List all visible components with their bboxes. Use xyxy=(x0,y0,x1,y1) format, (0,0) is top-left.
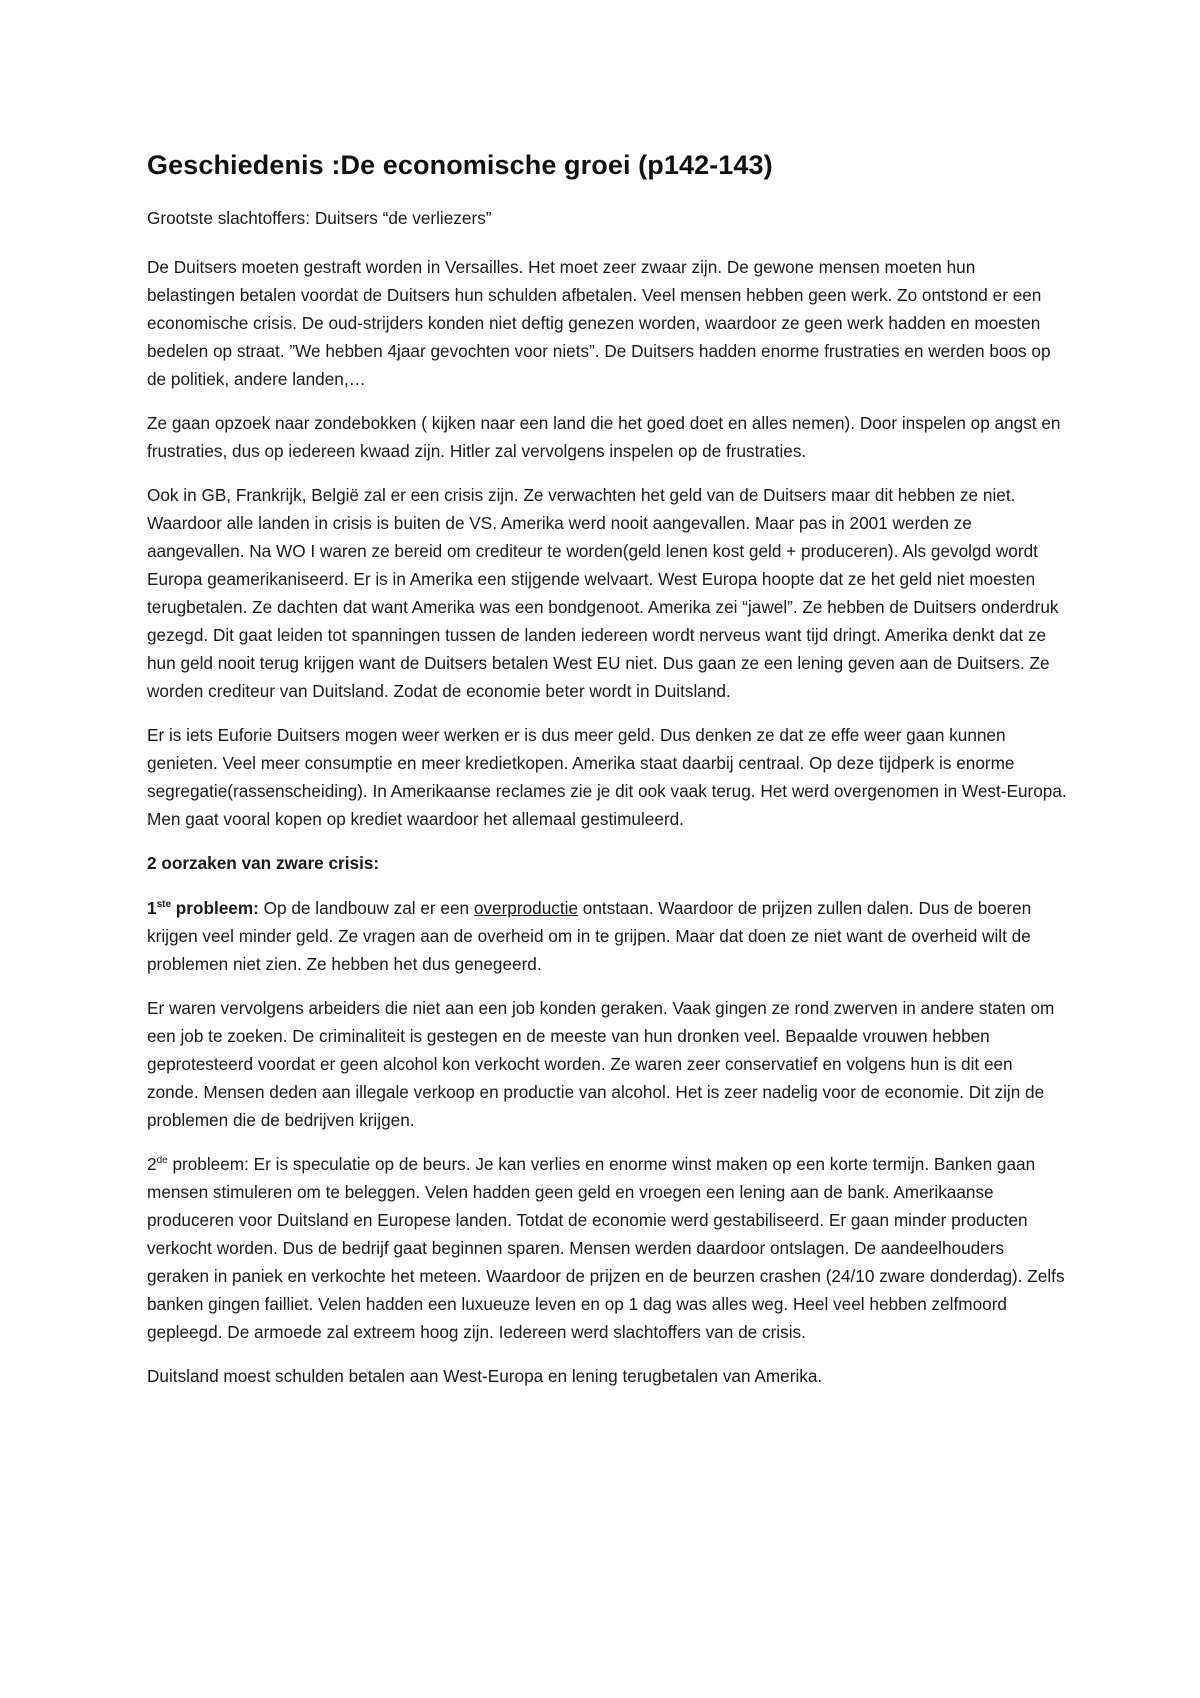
document-page xyxy=(147,148,1067,1406)
problem-1-superscript: ste xyxy=(156,899,172,910)
paragraph-problem-1 xyxy=(147,894,1067,978)
document-title: Geschiedenis :De economische groei (p142-143) xyxy=(147,150,773,180)
problem-1-label-text: probleem: xyxy=(171,898,259,918)
paragraph-euphoria: Er is iets Euforie Duitsers mogen weer werken er is dus meer geld. Dus denken ze dat ze effe weer gaan kunnen genieten. Veel meer consumptie en meer kredietkopen. Amerika staat daarbij centraal. Op deze tijdperk is enorme segregatie(rassenscheiding). In Amerikaanse reclames zie je dit ook vaak terug. Het werd overgenomen in West-Europa. Men gaat vooral kopen op krediet waardoor het allemaal gestimuleerd. xyxy=(147,725,1067,829)
paragraph-scapegoats: Ze gaan opzoek naar zondebokken ( kijken naar een land die het goed doet en alles nemen). Door inspelen op angst en frustraties, dus op iedereen kwaad zijn. Hitler zal vervolgens inspelen op de frustraties. xyxy=(147,413,1061,461)
problem-2-number: 2 xyxy=(147,1154,157,1174)
paragraph-workers: Er waren vervolgens arbeiders die niet aan een job konden geraken. Vaak gingen ze rond zwerven in andere staten om een job te zoeken. De criminaliteit is gestegen en de meeste van hun dronken veel. Bepaalde vrouwen hebben geprotesteerd voordat er geen alcohol kon verkocht worden. Ze waren zeer conservatief en volgens hun is dit een zonde. Mensen deden aan illegale verkoop en productie van alcohol. Het is zeer nadelig voor de economie. Dit zijn de problemen die de bedrijven krijgen. xyxy=(147,998,1055,1130)
problem-2-text: probleem: Er is speculatie op de beurs. Je kan verlies en enorme winst maken op een korte termijn. Banken gaan mensen stimuleren om te beleggen. Velen hadden geen geld en vroegen een lening aan de bank. Amerikaanse produceren voor Duitsland en Europese landen. Totdat de economie werd gestabiliseerd. Er gaan minder producten verkocht worden. Dus de bedrijf gaat beginnen sparen. Mensen werden daardoor ontslagen. De aandeelhouders geraken in paniek en verkochte het meteen. Waardoor de prijzen en de beurzen crashen (24/10 zware donderdag). Zelfs banken gingen failliet. Velen hadden een luxueuze leven en op 1 dag was alles weg. Heel veel hebben zelfmoord gepleegd. De armoede zal extreem hoog zijn. Iedereen werd slachtoffers van de crisis. xyxy=(147,1154,1065,1342)
problem-2-superscript: de xyxy=(156,1155,168,1166)
document-subtitle: Grootste slachtoffers: Duitsers “de verliezers” xyxy=(147,208,492,228)
problem-1-text-post: ontstaan. Waardoor de prijzen zullen dalen. Dus de boeren krijgen veel minder geld. Ze vragen aan de overheid om in te grijpen. Maar dat doen ze niet want de overheid wilt de problemen niet zien. Ze hebben het dus genegeerd. xyxy=(147,898,1032,974)
causes-heading: 2 oorzaken van zware crisis: xyxy=(147,853,380,873)
overproductie-underlined: overproductie xyxy=(473,898,579,918)
paragraph-problem-2 xyxy=(147,1150,1067,1346)
problem-1-number: 1 xyxy=(147,898,157,918)
problem-1-text-pre: Op de landbouw zal er een xyxy=(258,898,474,918)
paragraph-germany-debts: Duitsland moest schulden betalen aan West-Europa en lening terugbetalen van Amerika. xyxy=(147,1366,823,1386)
paragraph-crisis-europe: Ook in GB, Frankrijk, België zal er een crisis zijn. Ze verwachten het geld van de Duitsers maar dit hebben ze niet. Waardoor alle landen in crisis is buiten de VS. Amerika werd nooit aangevallen. Maar pas in 2001 werden ze aangevallen. Na WO I waren ze bereid om crediteur te worden(geld lenen kost geld + produceren). Als gevolgd wordt Europa geamerikaniseerd. Er is in Amerika een stijgende welvaart. West Europa hoopte dat ze het geld niet moesten terugbetalen. Ze dachten dat want Amerika was een bondgenoot. Amerika zei “jawel”. Ze hebben de Duitsers onderdruk gezegd. Dit gaat leiden tot spanningen tussen de landen iedereen wordt nerveus want tijd dringt. Amerika denkt dat ze hun geld nooit terug krijgen want de Duitsers betalen West EU niet. Dus gaan ze een lening geven aan de Duitsers. Ze worden crediteur van Duitsland. Zodat de economie beter wordt in Duitsland. xyxy=(147,485,1059,701)
paragraph-versailles: De Duitsers moeten gestraft worden in Versailles. Het moet zeer zwaar zijn. De gewone mensen moeten hun belastingen betalen voordat de Duitsers hun schulden afbetalen. Veel mensen hebben geen werk. Zo ontstond er een economische crisis. De oud-strijders konden niet deftig genezen worden, waardoor ze geen werk hadden en moesten bedelen op straat. ”We hebben 4jaar gevochten voor niets”. De Duitsers hadden enorme frustraties en werden boos op de politiek, andere landen,… xyxy=(147,257,1051,389)
problem-1-label xyxy=(147,898,259,918)
